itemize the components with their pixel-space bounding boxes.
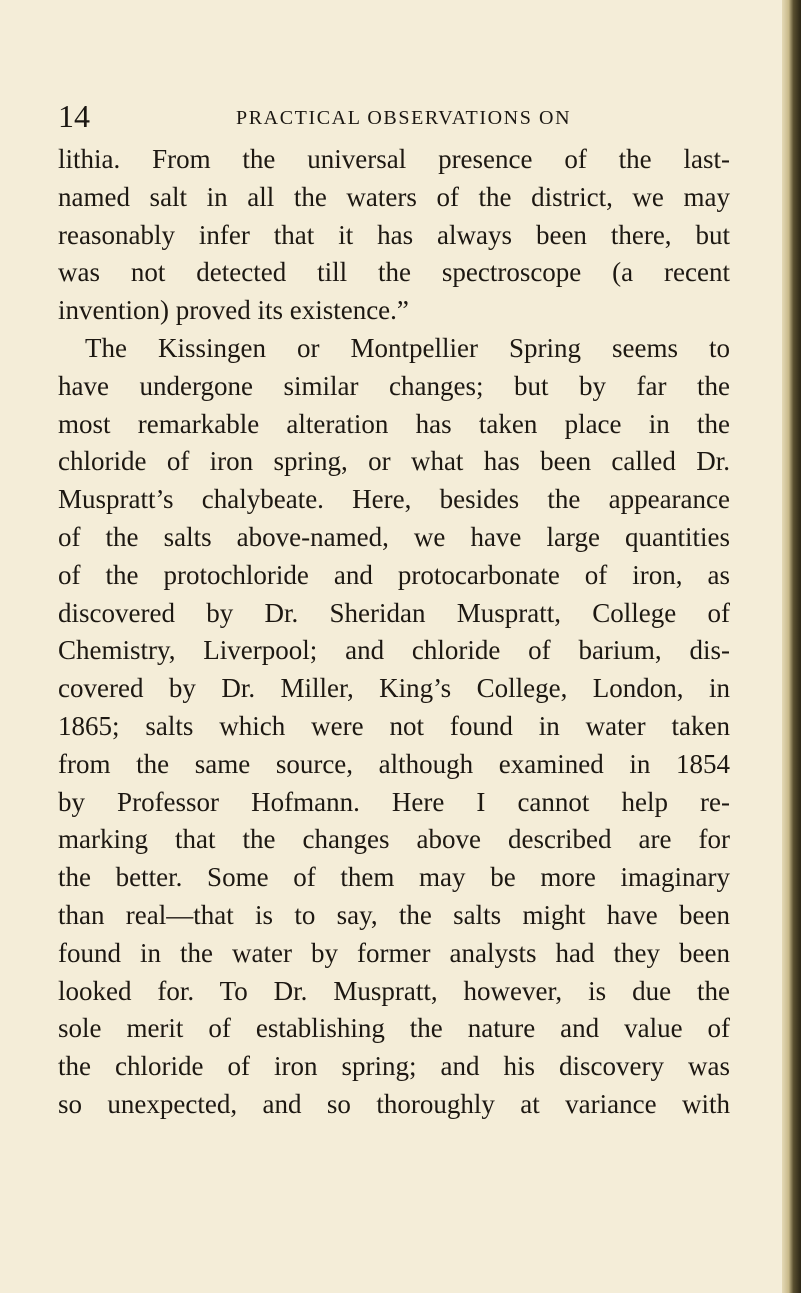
text-line: discovered by Dr. Sheridan Muspratt, College of	[58, 597, 730, 628]
text-line: Muspratt’s chalybeate. Here, besides the appearance	[58, 484, 730, 515]
body-text	[58, 141, 730, 1124]
text-line: found in the water by former analysts had they been	[58, 937, 730, 968]
page-header	[0, 98, 801, 138]
text-line: so unexpected, and so thoroughly at variance with	[58, 1088, 730, 1119]
text-line: looked for. To Dr. Muspratt, however, is due the	[58, 975, 730, 1006]
text-line: was not detected till the spectroscope (a recent	[58, 257, 730, 288]
text-line: of the salts above-named, we have large quantities	[58, 521, 730, 552]
text-line: lithia. From the universal presence of the last-	[58, 144, 730, 174]
text-line: Chemistry, Liverpool; and chloride of barium, dis-	[58, 635, 730, 666]
text-line: by Professor Hofmann. Here I cannot help re-	[58, 786, 730, 817]
text-line: chloride of iron spring, or what has been called Dr.	[58, 446, 730, 477]
page-number: 14	[58, 98, 90, 134]
text-line: have undergone similar changes; but by far the	[58, 370, 730, 401]
text-line: from the same source, although examined in 1854	[58, 748, 730, 779]
text-line: 1865; salts which were not found in water taken	[58, 710, 730, 741]
text-line: The Kissingen or Montpellier Spring seems to	[85, 332, 730, 363]
text-line: reasonably infer that it has always been there, but	[58, 219, 730, 250]
text-line: most remarkable alteration has taken place in the	[58, 408, 730, 439]
running-title: PRACTICAL OBSERVATIONS ON	[236, 107, 572, 129]
text-line: the better. Some of them may be more imaginary	[58, 862, 730, 893]
text-line: sole merit of establishing the nature and value of	[58, 1013, 730, 1044]
text-line: the chloride of iron spring; and his discovery was	[58, 1051, 730, 1082]
text-line: than real—that is to say, the salts might have been	[58, 899, 730, 930]
text-line: invention) proved its existence.”	[58, 295, 409, 326]
text-line: covered by Dr. Miller, King’s College, London, in	[58, 673, 730, 704]
text-line: of the protochloride and protocarbonate of iron, as	[58, 559, 730, 590]
page-edge-shadow	[782, 0, 801, 1293]
text-line: named salt in all the waters of the district, we may	[58, 181, 730, 212]
text-line: marking that the changes above described are for	[58, 824, 730, 855]
